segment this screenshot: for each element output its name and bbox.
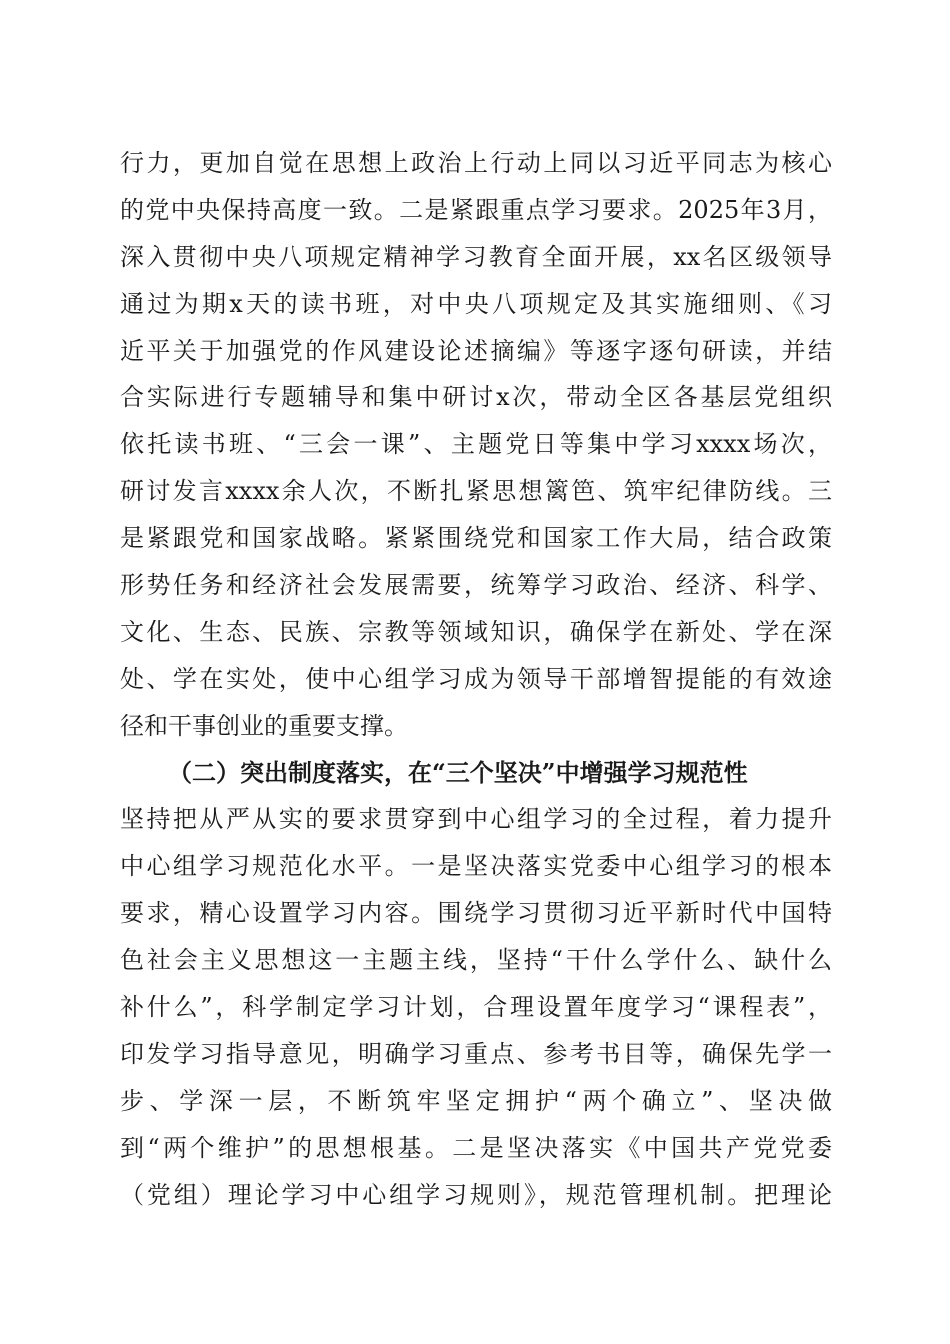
text-line: 深入贯彻中央八项规定精神学习教育全面开展，xx名区级领导 bbox=[120, 242, 832, 271]
text-line: 坚持把从严从实的要求贯穿到中心组学习的全过程，着力提升 bbox=[120, 805, 832, 834]
body-text bbox=[120, 140, 832, 1218]
text-line: 形势任务和经济社会发展需要，统筹学习政治、经济、科学、 bbox=[120, 571, 832, 600]
text-line: （党组）理论学习中心组学习规则》，规范管理机制。把理论 bbox=[120, 1180, 832, 1209]
section-heading: （二）突出制度落实，在“三个坚决”中增强学习规范性 bbox=[168, 757, 748, 787]
text-line: 通过为期x天的读书班，对中央八项规定及其实施细则、《习 bbox=[120, 289, 832, 318]
text-line: 合实际进行专题辅导和集中研讨x次，带动全区各基层党组织 bbox=[120, 383, 832, 412]
text-line: 是紧跟党和国家战略。紧紧围绕党和国家工作大局，结合政策 bbox=[120, 524, 832, 553]
text-line: 处、学在实处，使中心组学习成为领导干部增智提能的有效途 bbox=[120, 664, 832, 693]
text-line: 文化、生态、民族、宗教等领域知识，确保学在新处、学在深 bbox=[120, 617, 832, 646]
text-line: 径和干事创业的重要支撑。 bbox=[120, 711, 408, 740]
text-line: 步、学深一层，不断筑牢坚定拥护“两个确立”、坚决做 bbox=[120, 1086, 832, 1115]
text-line: 到“两个维护”的思想根基。二是坚决落实《中国共产党党委 bbox=[120, 1133, 832, 1162]
text-line: 的党中央保持高度一致。二是紧跟重点学习要求。2025年3月， bbox=[120, 195, 832, 224]
text-line: 中心组学习规范化水平。一是坚决落实党委中心组学习的根本 bbox=[120, 852, 832, 881]
text-line: 依托读书班、“三会一课”、主题党日等集中学习xxxx场次， bbox=[120, 430, 832, 459]
text-line: 研讨发言xxxx余人次，不断扎紧思想篱笆、筑牢纪律防线。三 bbox=[120, 477, 832, 506]
text-line: 补什么”，科学制定学习计划，合理设置年度学习“课程表”， bbox=[120, 993, 832, 1022]
text-line: 行力，更加自觉在思想上政治上行动上同以习近平同志为核心 bbox=[120, 149, 832, 177]
text-line: 要求，精心设置学习内容。围绕学习贯彻习近平新时代中国特 bbox=[120, 899, 832, 928]
text-line: 色社会主义思想这一主题主线，坚持“干什么学什么、缺什么 bbox=[120, 946, 832, 975]
text-line: 印发学习指导意见，明确学习重点、参考书目等，确保先学一 bbox=[120, 1039, 832, 1068]
text-line: 近平关于加强党的作风建设论述摘编》等逐字逐句研读，并结 bbox=[120, 336, 832, 365]
